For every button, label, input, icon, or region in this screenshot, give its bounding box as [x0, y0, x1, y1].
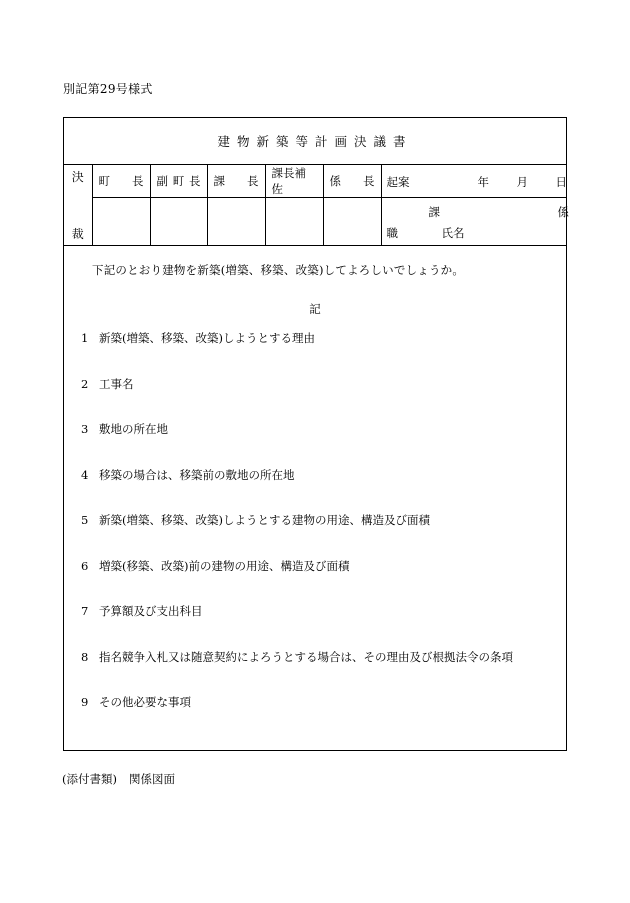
list-item — [81, 376, 134, 392]
form-number-label: 別記第29号様式 — [63, 82, 153, 96]
role-header-deputy-mayor — [150, 165, 207, 198]
list-item — [81, 694, 191, 710]
list-item — [81, 649, 513, 665]
item-text: 敷地の所在地 — [99, 422, 168, 436]
role-char: 長 — [189, 174, 201, 188]
item-text: 予算額及び支出科目 — [99, 604, 203, 618]
stamp-box-unit-chief[interactable] — [323, 198, 381, 246]
role-char: 係 — [329, 174, 341, 188]
role-char: 長 — [363, 174, 375, 188]
item-number: 4 — [81, 468, 89, 482]
item-text: 移築の場合は、移築前の敷地の所在地 — [99, 468, 295, 482]
role-char: 課長補佐 — [271, 166, 306, 196]
stamp-box-deputy-mayor[interactable] — [150, 198, 207, 246]
role-header-section-chief — [207, 165, 265, 198]
kessai-bottom-char: 裁 — [71, 227, 84, 241]
role-char: 長 — [132, 174, 144, 188]
item-text: 新築(増築、移築、改築)しようとする建物の用途、構造及び面積 — [99, 513, 430, 527]
stamp-box-section-chief[interactable] — [207, 198, 265, 246]
role-char: 長 — [247, 174, 259, 188]
drafter-info-cell[interactable] — [381, 198, 567, 246]
list-item — [81, 558, 349, 574]
list-item — [81, 467, 295, 483]
drafted-date-header — [381, 165, 567, 198]
item-number: 9 — [81, 695, 89, 709]
stamp-box-town-mayor[interactable] — [92, 198, 150, 246]
kian-label: 起案 — [386, 175, 410, 189]
request-sentence: 下記のとおり建物を新築(増築、移築、改築)してよろしいでしょうか。 — [92, 263, 465, 277]
item-number: 6 — [81, 559, 89, 573]
item-number: 3 — [81, 422, 89, 436]
shimei-label: 氏名 — [441, 226, 465, 240]
kessai-cell — [64, 165, 92, 246]
item-text: 新築(増築、移築、改築)しようとする理由 — [99, 331, 315, 345]
list-item — [81, 603, 203, 619]
year-label: 年 — [477, 175, 489, 189]
stamp-box-deputy-section-chief[interactable] — [265, 198, 323, 246]
item-number: 8 — [81, 650, 89, 664]
item-text: 工事名 — [99, 377, 134, 391]
item-text: 指名競争入札又は随意契約によろうとする場合は、その理由及び根拠法令の条項 — [99, 650, 513, 664]
month-label: 月 — [516, 175, 528, 189]
day-label: 日 — [555, 175, 567, 189]
kessai-top-char: 決 — [71, 170, 84, 184]
kakari-label: 係 — [557, 205, 569, 219]
item-number: 7 — [81, 604, 89, 618]
attachment-value: 関係図面 — [128, 772, 175, 786]
approval-table — [64, 164, 567, 246]
role-header-town-mayor — [92, 165, 150, 198]
role-header-deputy-section-chief — [265, 165, 323, 198]
role-char: 町 — [98, 174, 110, 188]
item-number: 5 — [81, 513, 89, 527]
item-text: その他必要な事項 — [99, 695, 191, 709]
item-number: 2 — [81, 377, 89, 391]
role-char: 副 — [156, 174, 168, 188]
item-text: 増築(移築、改築)前の建物の用途、構造及び面積 — [99, 559, 350, 573]
list-item — [81, 330, 315, 346]
list-item — [81, 512, 430, 528]
item-number: 1 — [81, 331, 89, 345]
form-frame — [63, 117, 567, 751]
ki-heading: 記 — [309, 302, 321, 316]
attachment-line — [62, 771, 175, 787]
list-item — [81, 421, 168, 437]
form-title: 建物新築等計画決議書 — [217, 134, 413, 149]
role-char: 課 — [213, 174, 225, 188]
ka-label: 課 — [428, 205, 440, 219]
role-header-unit-chief — [323, 165, 381, 198]
shoku-label: 職 — [386, 226, 398, 240]
attachment-label: (添付書類) — [62, 772, 117, 786]
role-char: 町 — [172, 174, 185, 188]
